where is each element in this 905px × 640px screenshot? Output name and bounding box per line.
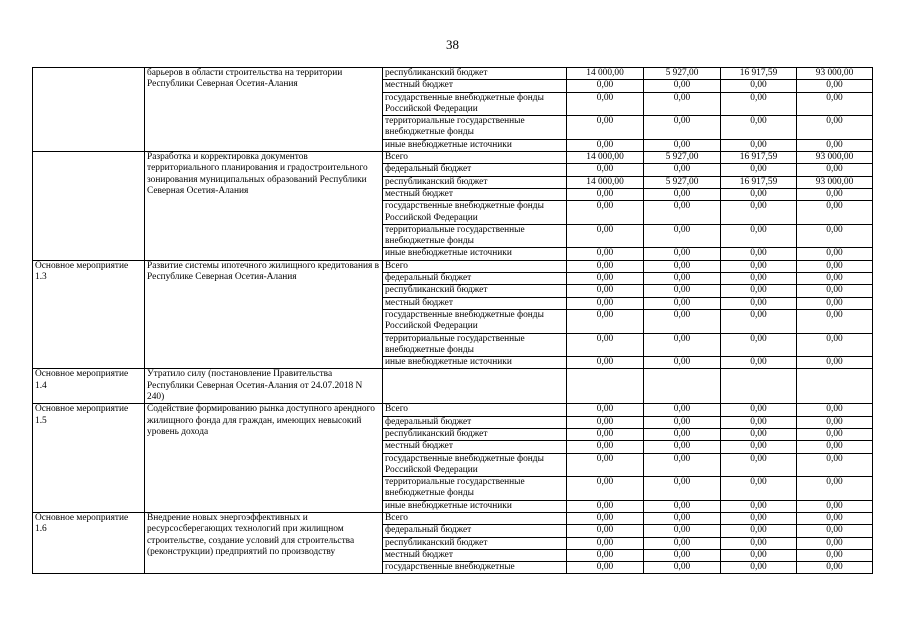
empty-cell bbox=[567, 369, 644, 404]
amount-cell: 0,00 bbox=[721, 549, 797, 561]
amount-cell: 5 927,00 bbox=[644, 176, 721, 188]
amount-cell: 0,00 bbox=[644, 309, 721, 333]
amount-cell: 0,00 bbox=[567, 537, 644, 549]
amount-cell: 0,00 bbox=[797, 357, 873, 369]
amount-cell: 0,00 bbox=[567, 297, 644, 309]
funding-source-cell: республиканский бюджет bbox=[383, 285, 567, 297]
amount-cell: 0,00 bbox=[644, 500, 721, 512]
amount-cell: 0,00 bbox=[644, 357, 721, 369]
table-row bbox=[33, 369, 873, 404]
amount-cell: 0,00 bbox=[567, 224, 644, 248]
amount-cell: 0,00 bbox=[797, 139, 873, 151]
funding-source-cell: иные внебюджетные источники bbox=[383, 248, 567, 260]
amount-cell: 0,00 bbox=[797, 525, 873, 537]
funding-source-cell: федеральный бюджет bbox=[383, 273, 567, 285]
amount-cell: 0,00 bbox=[721, 357, 797, 369]
amount-cell: 0,00 bbox=[567, 260, 644, 272]
amount-cell: 0,00 bbox=[567, 477, 644, 501]
funding-source-cell: республиканский бюджет bbox=[383, 176, 567, 188]
funding-source-cell: иные внебюджетные источники bbox=[383, 500, 567, 512]
event-cell: Основное мероприятие 1.3 bbox=[33, 260, 145, 369]
amount-cell: 0,00 bbox=[721, 453, 797, 477]
funding-source-cell: территориальные государственные внебюджетные фонды bbox=[383, 477, 567, 501]
amount-cell: 0,00 bbox=[721, 164, 797, 176]
amount-cell: 0,00 bbox=[797, 477, 873, 501]
amount-cell: 0,00 bbox=[721, 428, 797, 440]
funding-source-cell: территориальные государственные внебюджетные фонды bbox=[383, 224, 567, 248]
description-cell: Утратило силу (постановление Правительства Республики Северная Осетия-Алания от 24.07.2018 N 240) bbox=[145, 369, 383, 404]
table-row bbox=[33, 152, 873, 164]
amount-cell: 0,00 bbox=[797, 453, 873, 477]
amount-cell: 16 917,59 bbox=[721, 176, 797, 188]
amount-cell: 0,00 bbox=[721, 525, 797, 537]
amount-cell: 0,00 bbox=[721, 139, 797, 151]
funding-source-cell: местный бюджет bbox=[383, 80, 567, 92]
amount-cell: 14 000,00 bbox=[567, 176, 644, 188]
amount-cell: 0,00 bbox=[644, 92, 721, 116]
amount-cell: 0,00 bbox=[797, 273, 873, 285]
amount-cell: 0,00 bbox=[644, 525, 721, 537]
funding-source-cell: местный бюджет bbox=[383, 441, 567, 453]
amount-cell: 0,00 bbox=[644, 441, 721, 453]
amount-cell: 0,00 bbox=[644, 164, 721, 176]
amount-cell: 5 927,00 bbox=[644, 68, 721, 80]
amount-cell: 0,00 bbox=[644, 416, 721, 428]
amount-cell: 0,00 bbox=[644, 477, 721, 501]
amount-cell: 0,00 bbox=[567, 285, 644, 297]
amount-cell: 0,00 bbox=[721, 477, 797, 501]
amount-cell: 0,00 bbox=[797, 309, 873, 333]
funding-source-cell: государственные внебюджетные фонды Российской Федерации bbox=[383, 453, 567, 477]
amount-cell: 0,00 bbox=[567, 416, 644, 428]
amount-cell: 0,00 bbox=[797, 116, 873, 140]
funding-source-cell: федеральный бюджет bbox=[383, 525, 567, 537]
amount-cell: 0,00 bbox=[567, 428, 644, 440]
funding-source-cell: Всего bbox=[383, 404, 567, 416]
amount-cell: 0,00 bbox=[644, 260, 721, 272]
empty-cell bbox=[383, 369, 567, 404]
amount-cell: 0,00 bbox=[721, 260, 797, 272]
amount-cell: 0,00 bbox=[644, 428, 721, 440]
amount-cell: 0,00 bbox=[567, 525, 644, 537]
event-cell: Основное мероприятие 1.5 bbox=[33, 404, 145, 513]
amount-cell: 0,00 bbox=[721, 224, 797, 248]
amount-cell: 0,00 bbox=[797, 562, 873, 574]
amount-cell: 0,00 bbox=[797, 224, 873, 248]
amount-cell: 0,00 bbox=[644, 404, 721, 416]
amount-cell: 0,00 bbox=[567, 453, 644, 477]
amount-cell: 0,00 bbox=[644, 297, 721, 309]
funding-source-cell: государственные внебюджетные фонды Российской Федерации bbox=[383, 92, 567, 116]
amount-cell: 93 000,00 bbox=[797, 68, 873, 80]
amount-cell: 0,00 bbox=[567, 188, 644, 200]
amount-cell: 0,00 bbox=[797, 441, 873, 453]
amount-cell: 0,00 bbox=[567, 92, 644, 116]
funding-source-cell: Всего bbox=[383, 152, 567, 164]
funding-source-cell: республиканский бюджет bbox=[383, 428, 567, 440]
amount-cell: 0,00 bbox=[797, 297, 873, 309]
amount-cell: 0,00 bbox=[644, 273, 721, 285]
amount-cell: 0,00 bbox=[797, 404, 873, 416]
amount-cell: 0,00 bbox=[721, 500, 797, 512]
amount-cell: 0,00 bbox=[644, 333, 721, 357]
amount-cell: 5 927,00 bbox=[644, 152, 721, 164]
amount-cell: 0,00 bbox=[797, 500, 873, 512]
amount-cell: 0,00 bbox=[644, 537, 721, 549]
funding-source-cell: республиканский бюджет bbox=[383, 68, 567, 80]
amount-cell: 0,00 bbox=[567, 116, 644, 140]
amount-cell: 0,00 bbox=[644, 224, 721, 248]
table-row bbox=[33, 260, 873, 272]
amount-cell: 0,00 bbox=[644, 512, 721, 524]
amount-cell: 0,00 bbox=[721, 248, 797, 260]
amount-cell: 0,00 bbox=[567, 404, 644, 416]
amount-cell: 0,00 bbox=[567, 201, 644, 225]
amount-cell: 0,00 bbox=[567, 512, 644, 524]
amount-cell: 16 917,59 bbox=[721, 68, 797, 80]
amount-cell: 0,00 bbox=[797, 333, 873, 357]
amount-cell: 0,00 bbox=[721, 297, 797, 309]
amount-cell: 0,00 bbox=[644, 562, 721, 574]
amount-cell: 0,00 bbox=[567, 309, 644, 333]
amount-cell: 0,00 bbox=[644, 188, 721, 200]
table-row bbox=[33, 68, 873, 80]
description-cell: Развитие системы ипотечного жилищного кредитования в Республике Северная Осетия-Алания bbox=[145, 260, 383, 369]
empty-cell bbox=[644, 369, 721, 404]
funding-source-cell: государственные внебюджетные фонды Российской Федерации bbox=[383, 309, 567, 333]
amount-cell: 0,00 bbox=[644, 549, 721, 561]
amount-cell: 0,00 bbox=[721, 188, 797, 200]
funding-source-cell: Всего bbox=[383, 512, 567, 524]
funding-source-cell: территориальные государственные внебюджетные фонды bbox=[383, 116, 567, 140]
description-cell: Содействие формированию рынка доступного арендного жилищного фонда для граждан, имеющих невысокий уровень дохода bbox=[145, 404, 383, 513]
table-row bbox=[33, 404, 873, 416]
event-cell: Основное мероприятие 1.6 bbox=[33, 512, 145, 573]
funding-source-cell: республиканский бюджет bbox=[383, 537, 567, 549]
funding-source-cell: иные внебюджетные источники bbox=[383, 139, 567, 151]
amount-cell: 0,00 bbox=[721, 285, 797, 297]
funding-source-cell: иные внебюджетные источники bbox=[383, 357, 567, 369]
amount-cell: 14 000,00 bbox=[567, 152, 644, 164]
amount-cell: 0,00 bbox=[797, 188, 873, 200]
amount-cell: 0,00 bbox=[797, 549, 873, 561]
amount-cell: 0,00 bbox=[797, 537, 873, 549]
amount-cell: 0,00 bbox=[721, 512, 797, 524]
event-cell bbox=[33, 152, 145, 261]
amount-cell: 0,00 bbox=[567, 357, 644, 369]
budget-table bbox=[32, 67, 873, 574]
amount-cell: 0,00 bbox=[721, 404, 797, 416]
amount-cell: 0,00 bbox=[797, 285, 873, 297]
amount-cell: 14 000,00 bbox=[567, 68, 644, 80]
amount-cell: 0,00 bbox=[644, 201, 721, 225]
event-cell bbox=[33, 68, 145, 152]
funding-source-cell: федеральный бюджет bbox=[383, 416, 567, 428]
amount-cell: 0,00 bbox=[644, 80, 721, 92]
amount-cell: 0,00 bbox=[721, 80, 797, 92]
amount-cell: 93 000,00 bbox=[797, 152, 873, 164]
amount-cell: 0,00 bbox=[567, 164, 644, 176]
amount-cell: 0,00 bbox=[567, 441, 644, 453]
amount-cell: 0,00 bbox=[567, 273, 644, 285]
amount-cell: 0,00 bbox=[644, 116, 721, 140]
amount-cell: 0,00 bbox=[721, 309, 797, 333]
amount-cell: 0,00 bbox=[721, 92, 797, 116]
amount-cell: 0,00 bbox=[567, 248, 644, 260]
amount-cell: 0,00 bbox=[721, 562, 797, 574]
amount-cell: 0,00 bbox=[567, 562, 644, 574]
amount-cell: 0,00 bbox=[721, 537, 797, 549]
amount-cell: 0,00 bbox=[644, 285, 721, 297]
amount-cell: 0,00 bbox=[797, 260, 873, 272]
funding-source-cell: государственные внебюджетные фонды Российской Федерации bbox=[383, 201, 567, 225]
amount-cell: 0,00 bbox=[797, 248, 873, 260]
amount-cell: 0,00 bbox=[721, 416, 797, 428]
amount-cell: 16 917,59 bbox=[721, 152, 797, 164]
amount-cell: 0,00 bbox=[644, 453, 721, 477]
amount-cell: 0,00 bbox=[721, 333, 797, 357]
amount-cell: 0,00 bbox=[797, 416, 873, 428]
description-cell: Внедрение новых энергоэффективных и ресурсосберегающих технологий при жилищном строительстве, создание условий для строительства (реконструкции) предприятий по производству bbox=[145, 512, 383, 573]
amount-cell: 0,00 bbox=[567, 549, 644, 561]
amount-cell: 0,00 bbox=[721, 441, 797, 453]
description-cell: барьеров в области строительства на территории Республики Северная Осетия-Алания bbox=[145, 68, 383, 152]
event-cell: Основное мероприятие 1.4 bbox=[33, 369, 145, 404]
amount-cell: 0,00 bbox=[797, 164, 873, 176]
amount-cell: 0,00 bbox=[567, 139, 644, 151]
amount-cell: 0,00 bbox=[721, 273, 797, 285]
funding-source-cell: местный бюджет bbox=[383, 188, 567, 200]
amount-cell: 0,00 bbox=[567, 80, 644, 92]
funding-source-cell: государственные внебюджетные bbox=[383, 562, 567, 574]
amount-cell: 0,00 bbox=[797, 92, 873, 116]
empty-cell bbox=[797, 369, 873, 404]
funding-source-cell: Всего bbox=[383, 260, 567, 272]
amount-cell: 0,00 bbox=[721, 116, 797, 140]
amount-cell: 0,00 bbox=[644, 248, 721, 260]
table-row bbox=[33, 512, 873, 524]
amount-cell: 0,00 bbox=[797, 80, 873, 92]
funding-source-cell: местный бюджет bbox=[383, 549, 567, 561]
amount-cell: 0,00 bbox=[797, 428, 873, 440]
empty-cell bbox=[721, 369, 797, 404]
funding-source-cell: местный бюджет bbox=[383, 297, 567, 309]
amount-cell: 0,00 bbox=[721, 201, 797, 225]
description-cell: Разработка и корректировка документов территориального планирования и градостроительного зонирования муниципальных образований Республики Северная Осетия-Алания bbox=[145, 152, 383, 261]
funding-source-cell: территориальные государственные внебюджетные фонды bbox=[383, 333, 567, 357]
amount-cell: 0,00 bbox=[567, 333, 644, 357]
amount-cell: 0,00 bbox=[797, 201, 873, 225]
funding-source-cell: федеральный бюджет bbox=[383, 164, 567, 176]
amount-cell: 0,00 bbox=[797, 512, 873, 524]
amount-cell: 0,00 bbox=[567, 500, 644, 512]
amount-cell: 0,00 bbox=[644, 139, 721, 151]
amount-cell: 93 000,00 bbox=[797, 176, 873, 188]
page-number: 38 bbox=[446, 37, 459, 52]
